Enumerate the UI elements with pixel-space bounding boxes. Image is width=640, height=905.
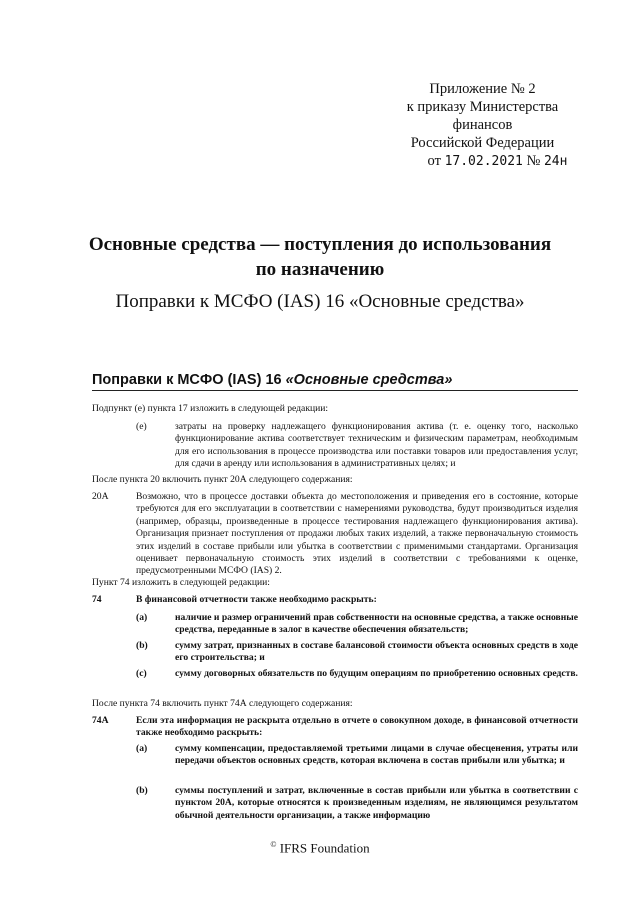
document-subtitle: Поправки к МСФО (IAS) 16 «Основные средства»: [115, 291, 525, 312]
appendix-block: [380, 80, 585, 171]
item-e-text: затраты на проверку надлежащего функционирования актива (т. е. оценку того, насколько функционирование актива соответствует техническим и физическим параметрам, необходимым для его использования в процессе производства или поставки товаров или предоставления услуг, для сдачи в аренду или использования в административных целях; и: [175, 421, 578, 470]
item-74A-b-label: (b): [136, 785, 148, 796]
page-footer: [0, 840, 640, 856]
intro-paragraph-74a: После пункта 74 включить пункт 74А следующего содержания:: [92, 698, 353, 709]
section-heading-prefix: Поправки к МСФО (IAS) 16: [92, 372, 282, 388]
appendix-line-4: Российской Федерации: [410, 135, 555, 151]
paragraph-20a-text: Возможно, что в процессе доставки объекта до местоположения и приведения его в состояние, которые требуются для его эксплуатации в соответствии с намерениями руководства, будут производиться изделия (например, образцы, произведенные в процессе тестирования надлежащего функционирования актива). Организация признает поступления от продажи любых таких изделий, а также первоначальную стоимость этих изделий в составе прибыли или убытка в соответствии с применимыми стандартами. Организация оценивает первоначальную стоимость этих изделий в соответствии с требованиями к оценке, предусмотренными МСФО (IAS) 2.: [136, 491, 578, 577]
title-line-1: Основные средства — поступления до использования: [88, 234, 552, 255]
item-74b-label: (b): [136, 640, 148, 651]
paragraph-20a-label: 20А: [92, 491, 109, 502]
item-74A-a-label: (а): [136, 743, 148, 754]
date-prefix: от: [427, 153, 441, 169]
copyright-symbol: ©: [270, 840, 277, 849]
item-e-label: (е): [136, 421, 147, 432]
section-heading-italic: «Основные средства»: [285, 372, 453, 388]
paragraph-74-text: В финансовой отчетности также необходимо раскрыть:: [136, 594, 377, 605]
intro-paragraph-20: После пункта 20 включить пункт 20А следующего содержания:: [92, 474, 353, 485]
section-heading: [92, 372, 578, 391]
appendix-line-2: к приказу Министерства: [406, 99, 559, 115]
order-date: 17.02.2021: [444, 154, 523, 169]
footer-text: IFRS Foundation: [279, 840, 370, 856]
order-number: 24н: [543, 154, 568, 169]
item-74c-label: (с): [136, 668, 147, 679]
intro-paragraph-17: Подпункт (е) пункта 17 изложить в следующей редакции:: [92, 403, 329, 414]
number-sign: №: [526, 153, 541, 169]
item-74A-a-text: сумму компенсации, предоставляемой третьими лицами в случае обесценения, утраты или передачи объектов основных средств, которая включена в состав прибыли или убытка; и: [175, 743, 578, 767]
title-line-2: по назначению: [255, 259, 385, 280]
item-74A-b-text: суммы поступлений и затрат, включенные в состав прибыли или убытка в соответствии с пунктом 20А, которые относятся к произведенным изделиям, не являющимся результатом обычной деятельности организации, а также информацию: [175, 785, 578, 821]
item-74a-text: наличие и размер ограничений прав собственности на основные средства, а также основные средства, переданные в залог в качестве обеспечения обязательств;: [175, 612, 578, 636]
intro-paragraph-74: Пункт 74 изложить в следующей редакции:: [92, 577, 270, 588]
item-74a-label: (а): [136, 612, 148, 623]
paragraph-74-label: 74: [92, 594, 102, 605]
document-title: [60, 232, 580, 282]
appendix-line-3: финансов: [452, 117, 513, 133]
paragraph-74A-text: Если эта информация не раскрыта отдельно в отчете о совокупном доходе, в финансовой отчетности также необходимо раскрыть:: [136, 715, 578, 739]
item-74b-text: сумму затрат, признанных в составе балансовой стоимости объекта основных средств в ходе его строительства; и: [175, 640, 578, 664]
item-74c-text: сумму договорных обязательств по будущим операциям по приобретению основных средств.: [175, 668, 578, 679]
paragraph-74A-label: 74А: [92, 715, 109, 726]
appendix-date-line: [380, 152, 585, 171]
appendix-line-1: Приложение № 2: [429, 81, 536, 97]
